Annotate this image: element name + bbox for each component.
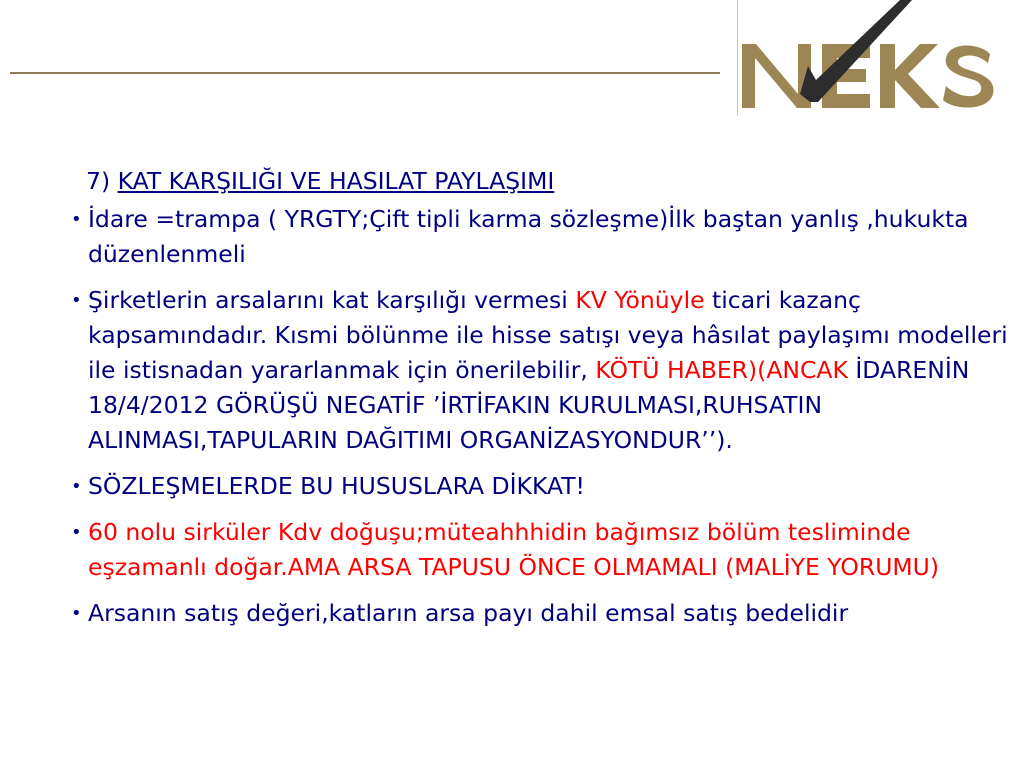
heading-number: 7)	[86, 167, 118, 195]
highlight-text: 60 nolu sirküler Kdv doğuşu;müteahhhidin bağımsız bölüm tesliminde eşzamanlı doğar.AMA ARSA TAPUSU ÖNCE OLMAMALI (MALİYE YORUMU)	[88, 518, 940, 581]
highlight-text: KÖTÜ HABER)(ANCAK	[595, 356, 848, 384]
highlight-text: KV Yönüyle	[575, 286, 705, 314]
header-rule	[10, 72, 720, 74]
bullet-text: ticari kazanç kapsamındadır. Kısmi bölünme ile hisse satışı veya hâsılat paylaşımı modelleri ile istisnadan yararlanmak için önerilebilir,	[88, 286, 1008, 384]
bullet-text: Arsanın satış değeri,katların arsa payı dahil emsal satış bedelidir	[88, 599, 849, 627]
bullet-text: İdare =trampa ( YRGTY;Çift tipli karma sözleşme)İlk baştan yanlış ,hukukta düzenlenmeli	[88, 205, 969, 268]
bullet-icon: •	[71, 522, 82, 543]
heading-title: KAT KARŞILIĞI VE HASILAT PAYLAŞIMI	[117, 167, 555, 195]
bullet-icon: •	[71, 290, 82, 311]
bullet-icon: •	[71, 603, 82, 624]
list-item	[68, 283, 1008, 458]
bullet-text: SÖZLEŞMELERDE BU HUSUSLARA DİKKAT!	[88, 472, 585, 500]
bullet-icon: •	[71, 476, 82, 497]
list-item	[68, 596, 1008, 631]
bullet-text: Şirketlerin arsalarını kat karşılığı vermesi	[88, 286, 576, 314]
list-item	[68, 469, 1008, 504]
bullet-icon: •	[71, 209, 82, 230]
list-item	[68, 202, 1008, 272]
section-heading	[68, 164, 1008, 199]
bullet-text: İDARENİN 18/4/2012 GÖRÜŞÜ NEGATİF ’İRTİFAKIN KURULMASI,RUHSATIN ALINMASI,TAPULARIN DAĞITIMI ORGANİZASYONDUR’’).	[88, 356, 970, 454]
neks-logo	[738, 0, 1000, 116]
slide-content	[68, 164, 1008, 642]
list-item	[68, 515, 1008, 585]
